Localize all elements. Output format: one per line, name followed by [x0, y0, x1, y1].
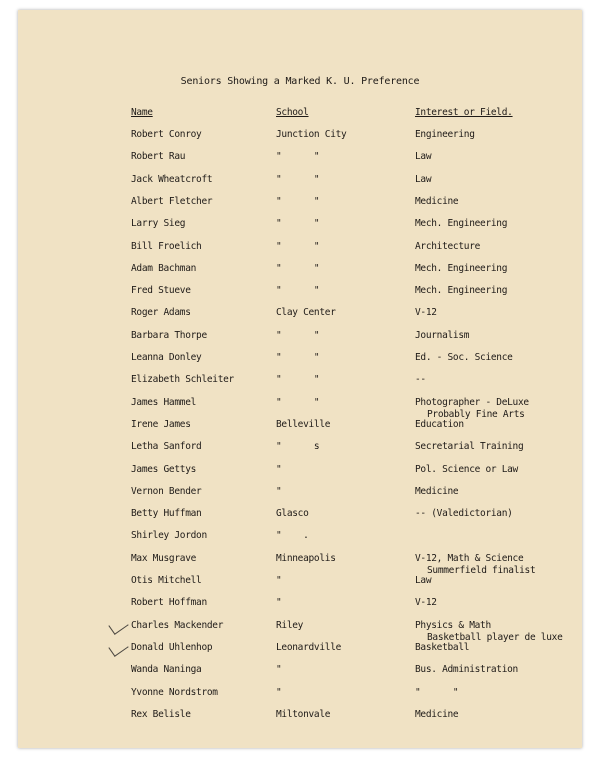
- student-name: Max Musgrave: [131, 552, 197, 564]
- student-name: Robert Rau: [131, 151, 186, 163]
- school-name: Belleville: [276, 418, 331, 430]
- school-name: Clay Center: [276, 307, 336, 319]
- table-header: [18, 107, 582, 125]
- table-row: [18, 464, 582, 486]
- header-field: Interest or Field.: [415, 107, 513, 118]
- student-name: Shirley Jordon: [131, 530, 207, 542]
- field-of-interest: [415, 619, 563, 643]
- student-name: Albert Fletcher: [131, 195, 213, 207]
- table-row: [18, 218, 582, 240]
- header-school: School: [276, 107, 309, 118]
- field-of-interest: " ": [415, 686, 459, 698]
- table-row: [18, 129, 582, 151]
- student-name: Bill Froelich: [131, 240, 202, 252]
- school-name: " ": [276, 329, 320, 341]
- field-of-interest: Law: [415, 173, 432, 185]
- field-note: Basketball player de luxe: [427, 631, 563, 643]
- field-note: Summerfield finalist: [427, 564, 536, 576]
- school-name: " .: [276, 530, 309, 542]
- student-name: Robert Conroy: [131, 129, 202, 140]
- school-name: ": [276, 575, 282, 586]
- field-text: Physics & Math: [415, 619, 491, 631]
- field-of-interest: Architecture: [415, 240, 481, 252]
- table-row: [18, 241, 582, 263]
- student-name: Rex Belisle: [131, 708, 191, 720]
- table-row: [18, 553, 582, 575]
- table-row: [18, 664, 582, 686]
- school-name: " ": [276, 151, 320, 163]
- field-text: Photographer - DeLuxe: [415, 396, 529, 408]
- field-of-interest: Basketball: [415, 641, 470, 653]
- field-of-interest: V-12: [415, 597, 437, 609]
- student-name: Barbara Thorpe: [131, 329, 207, 341]
- school-name: ": [276, 664, 282, 676]
- school-name: Leonardville: [276, 641, 342, 653]
- student-name: Betty Huffman: [131, 508, 202, 520]
- table-row: [18, 330, 582, 352]
- table-row: [18, 397, 582, 419]
- school-name: Miltonvale: [276, 708, 331, 720]
- school-name: " ": [276, 396, 320, 408]
- student-name: Otis Mitchell: [131, 575, 202, 586]
- page-title: Seniors Showing a Marked K. U. Preference: [180, 76, 420, 87]
- header-name: Name: [131, 107, 153, 118]
- table-row: [18, 174, 582, 196]
- field-of-interest: -- (Valedictorian): [415, 508, 513, 520]
- school-name: Junction City: [276, 129, 347, 140]
- field-of-interest: [415, 396, 529, 420]
- table-row: [18, 307, 582, 329]
- field-of-interest: Journalism: [415, 329, 470, 341]
- school-name: " ": [276, 195, 320, 207]
- school-name: Glasco: [276, 508, 309, 520]
- student-name: Larry Sieg: [131, 218, 186, 230]
- school-name: " ": [276, 262, 320, 274]
- school-name: " ": [276, 374, 320, 386]
- field-of-interest: Ed. - Soc. Science: [415, 352, 513, 363]
- school-name: Minneapolis: [276, 552, 336, 564]
- student-name: Yvonne Nordstrom: [131, 686, 218, 698]
- field-of-interest: Engineering: [415, 129, 475, 140]
- table-row: [18, 530, 582, 552]
- school-name: ": [276, 485, 282, 497]
- student-name: James Hammel: [131, 396, 197, 408]
- field-text: V-12, Math & Science: [415, 552, 524, 564]
- field-of-interest: Medicine: [415, 195, 459, 207]
- student-name: Robert Hoffman: [131, 597, 207, 609]
- student-name: Wanda Naninga: [131, 664, 202, 676]
- student-name: Adam Bachman: [131, 262, 197, 274]
- table-row: [18, 441, 582, 463]
- field-of-interest: Education: [415, 418, 464, 430]
- school-name: " ": [276, 218, 320, 230]
- field-of-interest: Law: [415, 575, 432, 586]
- table-row: [18, 508, 582, 530]
- field-of-interest: Pol. Science or Law: [415, 463, 518, 475]
- field-of-interest: [415, 552, 536, 576]
- school-name: ": [276, 463, 282, 475]
- document-page: [18, 10, 582, 748]
- field-of-interest: Medicine: [415, 485, 459, 497]
- school-name: " s: [276, 441, 320, 453]
- field-of-interest: --: [415, 374, 426, 386]
- table-row: [18, 263, 582, 285]
- student-name: Elizabeth Schleiter: [131, 374, 234, 386]
- school-name: " ": [276, 352, 320, 363]
- student-name: Leanna Donley: [131, 352, 202, 363]
- school-name: ": [276, 686, 282, 698]
- table-row: [18, 687, 582, 709]
- field-of-interest: Mech. Engineering: [415, 285, 508, 297]
- field-of-interest: Law: [415, 151, 432, 163]
- table-row: [18, 374, 582, 396]
- table-row: [18, 196, 582, 218]
- student-name: Irene James: [131, 418, 191, 430]
- field-of-interest: Mech. Engineering: [415, 262, 508, 274]
- field-of-interest: V-12: [415, 307, 437, 319]
- table-row: [18, 151, 582, 173]
- student-name: Jack Wheatcroft: [131, 173, 213, 185]
- table-row: [18, 620, 582, 642]
- school-name: " ": [276, 285, 320, 297]
- table-row: [18, 352, 582, 374]
- field-note: Probably Fine Arts: [427, 408, 525, 420]
- student-name: Charles Mackender: [131, 619, 224, 631]
- school-name: " ": [276, 240, 320, 252]
- table-row: [18, 486, 582, 508]
- table-row: [18, 285, 582, 307]
- student-name: Fred Stueve: [131, 285, 191, 297]
- school-name: ": [276, 597, 282, 609]
- field-of-interest: Secretarial Training: [415, 441, 524, 453]
- field-of-interest: Medicine: [415, 708, 459, 720]
- school-name: " ": [276, 173, 320, 185]
- table-row: [18, 642, 582, 664]
- student-name: James Gettys: [131, 463, 197, 475]
- student-name: Vernon Bender: [131, 485, 202, 497]
- table-row: [18, 575, 582, 597]
- student-name: Donald Uhlenhop: [131, 641, 213, 653]
- student-name: Letha Sanford: [131, 441, 202, 453]
- field-of-interest: Mech. Engineering: [415, 218, 508, 230]
- school-name: Riley: [276, 619, 304, 631]
- table-row: [18, 597, 582, 619]
- student-name: Roger Adams: [131, 307, 191, 319]
- table-row: [18, 709, 582, 731]
- field-of-interest: Bus. Administration: [415, 664, 518, 676]
- table-row: [18, 419, 582, 441]
